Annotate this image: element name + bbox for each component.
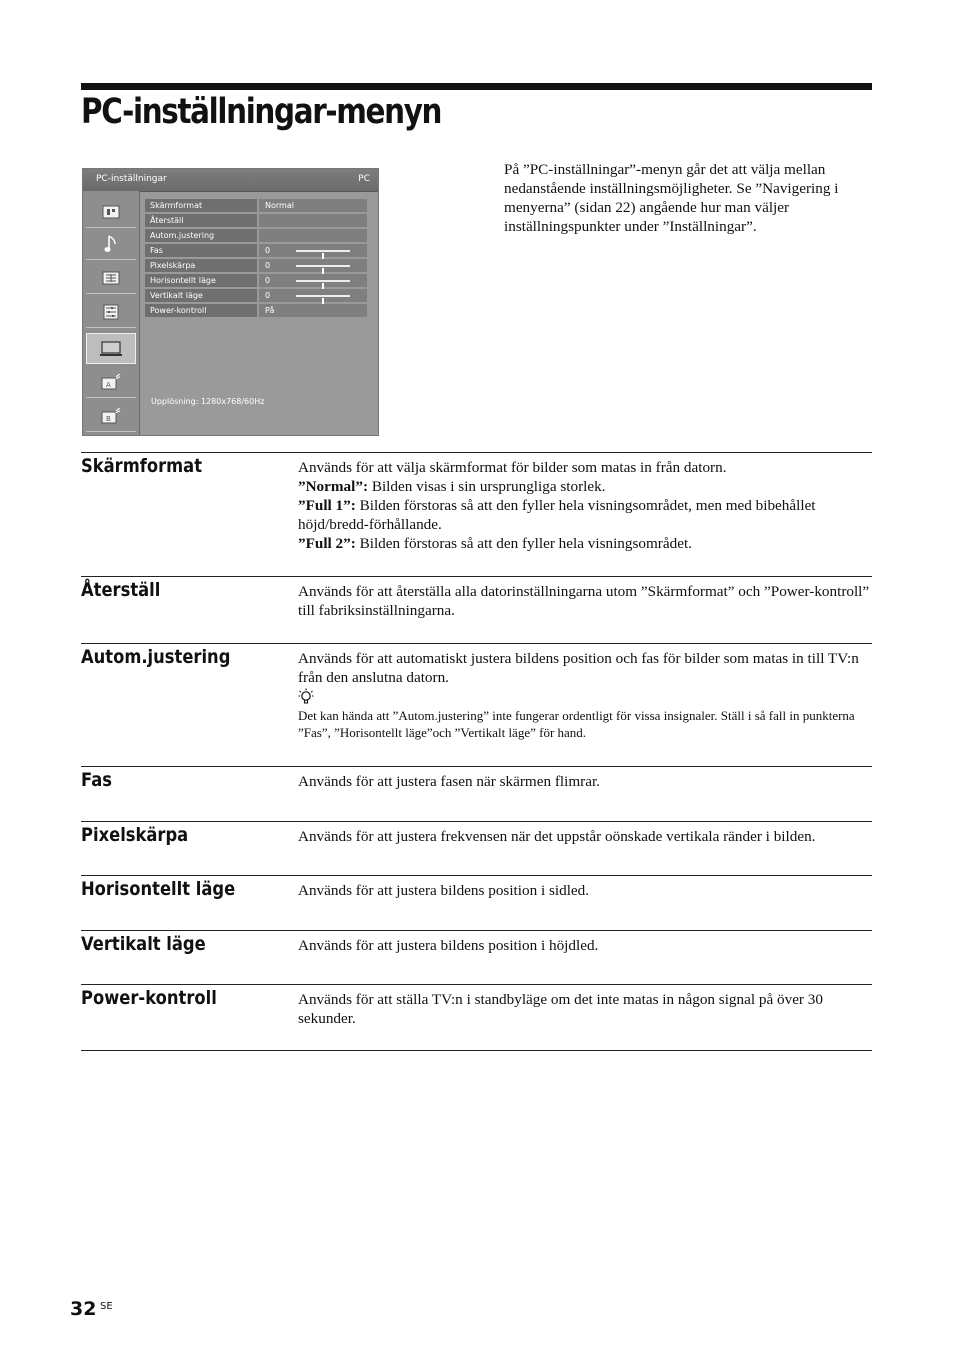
tip-text: Det kan hända att ”Autom.justering” inte fungerar ordentligt för vissa insignaler. Ställ i så fall in punkterna ”Fas”, ”Horisontellt läge”och ”Vertikalt läge” för hand. [298,708,855,740]
item-option [298,477,874,496]
option-label: ”Normal”: [298,478,369,495]
tv-row-label: Vertikalt läge [145,289,257,302]
item-description: Används för att justera fasen när skärmen flimrar. [298,773,600,790]
tv-row-value: 0 [259,244,367,257]
tv-row-label: Autom.justering [145,229,257,242]
item-description: Används för att justera frekvensen när det uppstår oönskade vertikala ränder i bilden. [298,828,816,845]
option-text: Bilden förstoras så att den fyller hela visningsområdet. [355,535,692,552]
tv-row-label: Horisontellt läge [145,274,257,287]
tv-menu-row [145,244,367,258]
tv-menu-row [145,304,367,318]
item-description [298,649,874,741]
page-number: 32 [70,1298,97,1320]
item-fas [81,766,872,822]
tv-row-value [259,214,367,227]
pc-icon [86,333,136,364]
screen-icon [86,263,136,294]
tv-menu-tag: PC [358,174,370,184]
item-description: Används för att justera bildens position i höjdled. [298,937,599,954]
input-b-icon [86,401,136,432]
tv-menu-row [145,214,367,228]
tv-menu-row [145,289,367,303]
tv-row-value: Normal [259,199,367,212]
item-term: Horisontellt läge [81,878,236,900]
page-title: PC-inställningar-menyn [81,92,442,132]
tv-menu-header [83,169,378,192]
tv-row-label: Pixelskärpa [145,259,257,272]
item-horisontellt-lage [81,875,872,931]
item-option [298,534,874,553]
option-text: Bilden förstoras så att den fyller hela visningsområdet, men med bibehållet höjd/bredd-förhållande. [298,497,816,533]
tv-menu-resolution: Upplösning: 1280x768/60Hz [151,397,265,406]
item-option [298,496,874,534]
tv-menu-row [145,229,367,243]
intro-text: På ”PC-inställningar”-menyn går det att välja mellan nedanstående inställningsmöjligheter. Se ”Navigering i menyerna” (sidan 22) angående hur man väljer inställningspunkter under ”Inställningar”. [504,161,839,235]
picture-icon [86,197,136,228]
svg-text:A: A [106,381,111,389]
item-term: Pixelskärpa [81,824,189,846]
item-term: Power-kontroll [81,987,217,1009]
setup-icon [86,297,136,328]
tv-row-value: 0 [259,259,367,272]
item-description: Används för att återställa alla datorinställningarna utom ”Skärmformat” och ”Power-kontroll” till fabriksinställningarna. [298,583,870,619]
item-autom-justering [81,643,872,767]
item-description: Används för att ställa TV:n i standbyläge om det inte matas in någon signal på över 30 sekunder. [298,991,823,1027]
bottom-rule [81,1050,872,1051]
item-vertikalt-lage [81,930,872,985]
tv-row-slider [296,265,350,267]
tv-row-value: 0 [259,289,367,302]
tv-row-value: 0 [259,274,367,287]
item-desc-text: Används för att välja skärmformat för bilder som matas in från datorn. [298,459,727,476]
item-description [298,458,874,553]
tv-menu-title: PC-inställningar [96,174,167,184]
tv-row-label: Fas [145,244,257,257]
tv-menu-row [145,259,367,273]
item-aterstall [81,576,872,644]
page-language: SE [100,1301,113,1312]
item-pixelskarpa [81,821,872,876]
item-term: Återställ [81,579,161,601]
item-description: Används för att justera bildens position i sidled. [298,882,590,899]
tv-row-value [259,229,367,242]
svg-text:B: B [106,415,111,423]
item-term: Fas [81,769,112,791]
item-term: Autom.justering [81,646,231,668]
option-text: Bilden visas i sin ursprungliga storlek. [368,478,606,495]
item-desc-text: Används för att automatiskt justera bildens position och fas för bilder som matas in till TV:n från den anslutna datorn. [298,650,859,686]
option-label: ”Full 2”: [298,535,356,552]
input-a-icon [86,367,136,398]
sound-icon [86,229,136,260]
tip-lightbulb-icon [298,688,314,706]
tv-row-label: Återställ [145,214,257,227]
tv-row-value: På [259,304,367,317]
tv-row-slider [296,295,350,297]
tv-row-label: Skärmformat [145,199,257,212]
tv-menu-icon-column [83,191,140,435]
item-power-kontroll [81,984,872,1051]
tv-row-label: Power-kontroll [145,304,257,317]
item-term: Skärmformat [81,455,203,477]
tv-menu-screenshot [82,168,379,436]
tv-row-slider [296,250,350,252]
tv-menu-row [145,274,367,288]
item-term: Vertikalt läge [81,933,206,955]
tv-row-slider [296,280,350,282]
title-rule [81,83,872,90]
tv-menu-row [145,199,367,213]
option-label: ”Full 1”: [298,497,356,514]
item-skarmformat [81,452,872,577]
